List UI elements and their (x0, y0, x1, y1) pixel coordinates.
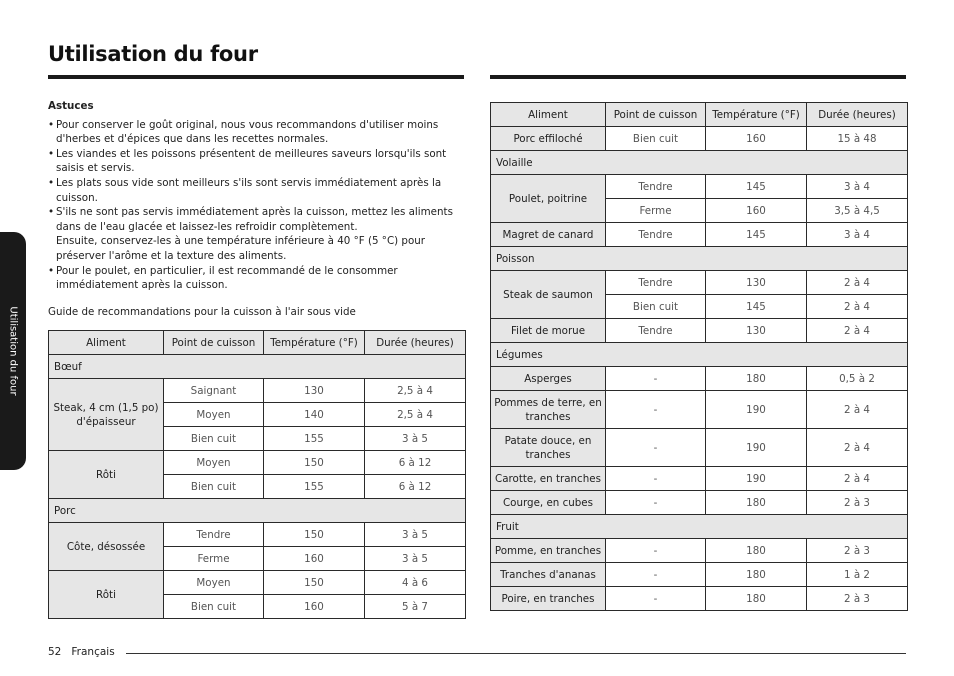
table-row (49, 451, 466, 475)
page-title: Utilisation du four (48, 42, 258, 66)
food-cell: Patate douce, en tranches (491, 429, 606, 467)
category-cell: Bœuf (49, 355, 466, 379)
temperature-cell: 145 (706, 223, 807, 247)
table-row (491, 223, 908, 247)
food-cell: Courge, en cubes (491, 491, 606, 515)
category-row (491, 247, 908, 271)
temperature-cell: 180 (706, 563, 807, 587)
duration-cell: 2 à 4 (807, 319, 908, 343)
doneness-cell: Tendre (164, 523, 264, 547)
category-row (49, 499, 466, 523)
tip-line: • Les plats sous vide sont meilleurs s'ils sont servis immédiatement après la (56, 176, 442, 189)
duration-cell: 3,5 à 4,5 (807, 199, 908, 223)
duration-cell: 6 à 12 (365, 451, 466, 475)
table-row (491, 491, 908, 515)
food-cell: Filet de morue (491, 319, 606, 343)
tip-item (48, 147, 456, 176)
food-cell: Pomme, en tranches (491, 539, 606, 563)
tips-heading: Astuces (48, 100, 94, 112)
doneness-cell: Tendre (606, 175, 706, 199)
table-row (491, 367, 908, 391)
duration-cell: 15 à 48 (807, 127, 908, 151)
food-cell: Côte, désossée (49, 523, 164, 571)
food-cell: Carotte, en tranches (491, 467, 606, 491)
table-row (491, 587, 908, 611)
temperature-cell: 160 (264, 547, 365, 571)
table-row (491, 539, 908, 563)
temperature-cell: 155 (264, 427, 365, 451)
column-header: Température (°F) (264, 331, 365, 355)
table-header-row (49, 331, 466, 355)
doneness-cell: Moyen (164, 403, 264, 427)
tip-line: dans de l'eau glacée et laissez-les refroidir complètement. (56, 220, 358, 233)
doneness-cell: Ferme (606, 199, 706, 223)
temperature-cell: 155 (264, 475, 365, 499)
table-row (49, 571, 466, 595)
food-cell: Rôti (49, 451, 164, 499)
food-cell: Tranches d'ananas (491, 563, 606, 587)
temperature-cell: 160 (264, 595, 365, 619)
tip-line: • Pour le poulet, en particulier, il est recommandé de le consommer (56, 264, 398, 277)
duration-cell: 3 à 5 (365, 547, 466, 571)
tip-item (48, 176, 456, 205)
doneness-cell: Tendre (606, 223, 706, 247)
temperature-cell: 130 (264, 379, 365, 403)
tip-line: • Pour conserver le goût original, nous vous recommandons d'utiliser moins (56, 118, 439, 131)
duration-cell: 2 à 3 (807, 539, 908, 563)
temperature-cell: 160 (706, 199, 807, 223)
category-cell: Légumes (491, 343, 908, 367)
food-cell: Steak, 4 cm (1,5 po) d'épaisseur (49, 379, 164, 451)
tip-line: • S'ils ne sont pas servis immédiatement après la cuisson, mettez les aliments (56, 206, 453, 219)
doneness-cell: - (606, 539, 706, 563)
duration-cell: 2 à 4 (807, 467, 908, 491)
doneness-cell: Saignant (164, 379, 264, 403)
temperature-cell: 150 (264, 451, 365, 475)
duration-cell: 2 à 4 (807, 271, 908, 295)
food-cell: Poulet, poitrine (491, 175, 606, 223)
duration-cell: 2 à 4 (807, 429, 908, 467)
tip-line: immédiatement après la cuisson. (56, 279, 228, 292)
guide-title: Guide de recommandations pour la cuisson à l'air sous vide (48, 306, 356, 318)
footer-page-info (48, 646, 115, 658)
tips-section (48, 99, 456, 293)
page-language: Français (71, 646, 115, 658)
doneness-cell: - (606, 587, 706, 611)
duration-cell: 3 à 5 (365, 523, 466, 547)
table-row (491, 175, 908, 199)
doneness-cell: Ferme (164, 547, 264, 571)
duration-cell: 3 à 5 (365, 427, 466, 451)
left-header-rule (48, 75, 464, 79)
tips-list (48, 118, 456, 293)
category-row (49, 355, 466, 379)
food-cell: Asperges (491, 367, 606, 391)
doneness-cell: - (606, 563, 706, 587)
temperature-cell: 140 (264, 403, 365, 427)
right-table (490, 102, 908, 611)
table-row (491, 127, 908, 151)
column-header: Point de cuisson (606, 103, 706, 127)
food-cell: Poire, en tranches (491, 587, 606, 611)
table-row (491, 429, 908, 467)
temperature-cell: 190 (706, 429, 807, 467)
side-tab-label: Utilisation du four (7, 306, 19, 396)
category-cell: Fruit (491, 515, 908, 539)
table-row (491, 391, 908, 429)
table-row (491, 467, 908, 491)
duration-cell: 2,5 à 4 (365, 403, 466, 427)
doneness-cell: - (606, 491, 706, 515)
temperature-cell: 145 (706, 295, 807, 319)
temperature-cell: 190 (706, 467, 807, 491)
doneness-cell: - (606, 391, 706, 429)
temperature-cell: 150 (264, 571, 365, 595)
food-cell: Rôti (49, 571, 164, 619)
category-cell: Volaille (491, 151, 908, 175)
duration-cell: 0,5 à 2 (807, 367, 908, 391)
doneness-cell: - (606, 367, 706, 391)
temperature-cell: 145 (706, 175, 807, 199)
duration-cell: 2,5 à 4 (365, 379, 466, 403)
duration-cell: 2 à 4 (807, 391, 908, 429)
tip-line: préserver l'arôme et la texture des aliments. (56, 249, 287, 262)
tip-line: d'herbes et d'épices que dans les recettes normales. (56, 133, 329, 146)
table-header-row (491, 103, 908, 127)
doneness-cell: Bien cuit (164, 595, 264, 619)
doneness-cell: - (606, 467, 706, 491)
column-header: Aliment (491, 103, 606, 127)
doneness-cell: - (606, 429, 706, 467)
page-number: 52 (48, 646, 62, 658)
duration-cell: 5 à 7 (365, 595, 466, 619)
duration-cell: 2 à 3 (807, 587, 908, 611)
temperature-cell: 150 (264, 523, 365, 547)
food-cell: Pommes de terre, en tranches (491, 391, 606, 429)
doneness-cell: Tendre (606, 319, 706, 343)
temperature-cell: 190 (706, 391, 807, 429)
tip-line: saisis et servis. (56, 162, 135, 175)
doneness-cell: Bien cuit (164, 427, 264, 451)
doneness-cell: Bien cuit (606, 127, 706, 151)
tip-line: • Les viandes et les poissons présentent de meilleures saveurs lorsqu'ils sont (56, 147, 447, 160)
duration-cell: 2 à 3 (807, 491, 908, 515)
category-row (491, 151, 908, 175)
temperature-cell: 160 (706, 127, 807, 151)
category-row (491, 343, 908, 367)
temperature-cell: 180 (706, 367, 807, 391)
doneness-cell: Bien cuit (606, 295, 706, 319)
temperature-cell: 180 (706, 539, 807, 563)
food-cell: Porc effiloché (491, 127, 606, 151)
column-header: Température (°F) (706, 103, 807, 127)
duration-cell: 4 à 6 (365, 571, 466, 595)
table-row (491, 271, 908, 295)
temperature-cell: 130 (706, 271, 807, 295)
temperature-cell: 180 (706, 587, 807, 611)
left-table (48, 330, 466, 619)
temperature-cell: 130 (706, 319, 807, 343)
table-row (49, 523, 466, 547)
tip-item (48, 205, 456, 263)
column-header: Durée (heures) (807, 103, 908, 127)
doneness-cell: Moyen (164, 571, 264, 595)
tip-line: cuisson. (56, 191, 98, 204)
table-row (49, 379, 466, 403)
duration-cell: 3 à 4 (807, 175, 908, 199)
table-row (491, 563, 908, 587)
tip-item (48, 264, 456, 293)
temperature-cell: 180 (706, 491, 807, 515)
table-row (491, 319, 908, 343)
footer-rule (126, 653, 906, 654)
duration-cell: 3 à 4 (807, 223, 908, 247)
doneness-cell: Bien cuit (164, 475, 264, 499)
column-header: Point de cuisson (164, 331, 264, 355)
doneness-cell: Tendre (606, 271, 706, 295)
food-cell: Magret de canard (491, 223, 606, 247)
column-header: Aliment (49, 331, 164, 355)
right-header-rule (490, 75, 906, 79)
tip-line: Ensuite, conservez-les à une température inférieure à 40 °F (5 °C) pour (56, 235, 426, 248)
food-cell: Steak de saumon (491, 271, 606, 319)
duration-cell: 1 à 2 (807, 563, 908, 587)
duration-cell: 2 à 4 (807, 295, 908, 319)
tip-item (48, 118, 456, 147)
category-cell: Porc (49, 499, 466, 523)
duration-cell: 6 à 12 (365, 475, 466, 499)
column-header: Durée (heures) (365, 331, 466, 355)
doneness-cell: Moyen (164, 451, 264, 475)
category-row (491, 515, 908, 539)
category-cell: Poisson (491, 247, 908, 271)
